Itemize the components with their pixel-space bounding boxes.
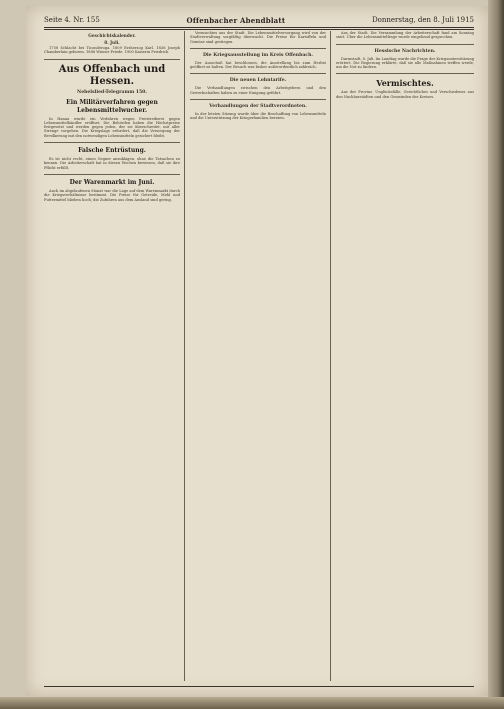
page-edge-shadow — [488, 0, 504, 709]
section-heading: Vermischtes. — [376, 78, 434, 89]
column-separator — [184, 31, 185, 681]
column-2 — [190, 31, 326, 681]
article-heading: Hessische Nachrichten. — [374, 48, 436, 54]
article-body: Aus der Stadt. Die Versammlung der Arbeiterschaft fand am Sonntag statt. Über die Lebensmittelfrage wurde eingehend gesprochen. — [336, 31, 474, 40]
calendar-text: 1758 Schlacht bei Ticonderoga. 1809 Erzherzog Karl. 1836 Joseph Chamberlain geboren. 1888 Wiener Friede. 1900 Kaiserin Friedrich. — [44, 46, 180, 55]
article-body: Es ist nicht recht, einen Gegner anzuklagen, ohne die Tatsachen zu kennen. Die Arbeiterschaft hat in diesen Wochen bewiesen, daß sie ihre Pflicht erfüllt. — [44, 157, 180, 170]
article-heading: Der Warenmarkt im Juni. — [69, 178, 155, 186]
article-body: In Hanau wurde ein Verfahren wegen Preistreiberei gegen Lebensmittelhändler eröffnet. Die Behörden haben die Höchstpreise festgesetzt und werden gegen jeden, der sie überschreitet, mit aller Strenge vorgehen. Die Kriegslage erfordert, daß die Versorgung der Bevölkerung mit den notwendigen Lebensmitteln gesichert bleibt. — [44, 116, 180, 138]
article-subheading: Ein Militärverfahren gegen Lebensmittelwucher. — [66, 98, 158, 114]
article-body: Darmstadt, 8. Juli. Im Landtag wurde die Frage der Kriegsunterstützung erörtert. Die Regierung erklärte, daß sie alle Maßnahmen treffen werde, um die Not zu lindern. — [336, 56, 474, 70]
article-heading: Die neuen Lohntarife. — [229, 78, 287, 84]
newspaper-title: Offenbacher Abendblatt — [186, 15, 286, 25]
divider — [336, 44, 474, 45]
page-number-label: Seite 4. Nr. 155 — [44, 16, 100, 24]
calendar-heading: Geschichtskalender. — [88, 33, 136, 38]
article-body: Der Ausschuß hat beschlossen, die Ausstellung bis zum Herbst geöffnet zu halten. Der Besuch war bisher außerordentlich zahlreich. — [190, 60, 326, 70]
column-3 — [336, 31, 474, 681]
divider — [336, 73, 474, 74]
masthead-rule-thin — [44, 29, 474, 30]
article-heading: Falsche Entrüstung. — [78, 147, 146, 155]
newspaper-page — [26, 6, 488, 696]
article-body: Die Verhandlungen zwischen den Arbeitgebern und den Gewerkschaften haben zu einer Einigung geführt. — [190, 86, 326, 95]
divider — [44, 174, 180, 175]
article-heading: Verhandlungen der Stadtverordneten. — [209, 104, 307, 110]
divider — [190, 48, 326, 49]
column-separator — [330, 31, 331, 681]
telegram-line: Nebelslied-Telegramm 150. — [77, 89, 147, 95]
column-1 — [44, 31, 180, 681]
issue-date: Donnerstag, den 8. Juli 1915 — [372, 16, 474, 24]
article-body: Aus der Provinz. Unglücksfälle, Gerichtliches und Verschiedenes aus den Nachbarstädten und den Gemeinden des Kreises. — [336, 90, 474, 99]
article-body: Auch im abgelaufenen Monat war die Lage auf dem Warenmarkt durch die Kriegsverhältnisse bestimmt. Die Preise für Getreide, Mehl und Futtermittel blieben hoch; die Zufuhren aus dem Ausland sind gering. — [44, 188, 180, 202]
section-heading: Aus Offenbach und Hessen. — [58, 63, 166, 87]
article-body: Vermischtes aus der Stadt. Die Lebensmittelversorgung wird von der Stadtverwaltung sorgfältig überwacht. Die Preise für Kartoffeln und Gemüse sind gestiegen. — [190, 31, 326, 44]
footer-rule — [44, 686, 474, 687]
divider — [44, 142, 180, 143]
article-body: In der letzten Sitzung wurde über die Beschaffung von Lebensmitteln und die Unterstützung der Kriegerfamilien beraten. — [190, 112, 326, 121]
divider — [44, 59, 180, 60]
calendar-subheading: 8. Juli. — [104, 40, 120, 45]
masthead — [44, 14, 474, 26]
masthead-rule — [44, 27, 474, 28]
page-bottom-edge — [0, 697, 504, 709]
article-heading: Die Kriegsausstellung im Kreis Offenbach. — [202, 52, 314, 58]
divider — [190, 99, 326, 100]
divider — [190, 73, 326, 74]
